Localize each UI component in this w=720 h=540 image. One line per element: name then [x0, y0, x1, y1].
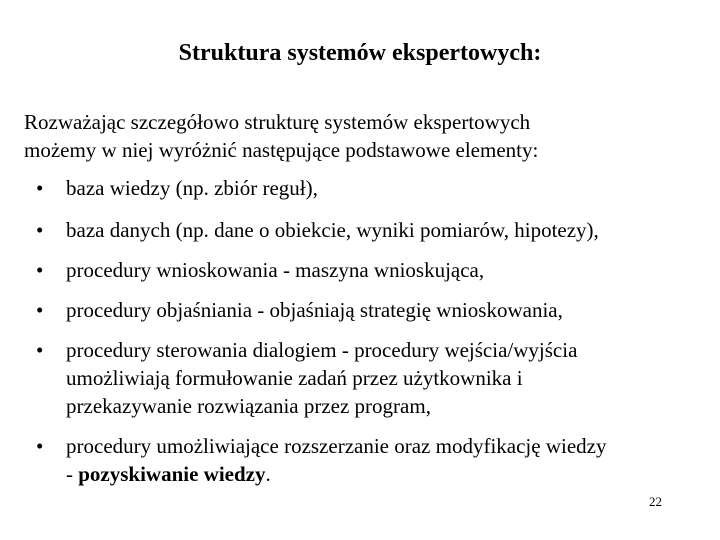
list-item: [36, 174, 706, 202]
list-item-text: procedury wnioskowania - maszyna wnioskująca,: [66, 258, 485, 282]
list-item: [36, 216, 706, 244]
list-item-text: [66, 336, 706, 420]
list-item-text: [66, 432, 706, 488]
list-item: [36, 432, 706, 488]
list-item-line: przekazywanie rozwiązania przez program,: [66, 394, 431, 418]
bullet-icon: •: [36, 218, 44, 242]
list-item: [36, 256, 706, 284]
list-item-line: umożliwiają formułowanie zadań przez użytkownika i: [66, 366, 523, 390]
suffix-text: .: [265, 462, 271, 486]
bullet-icon: •: [36, 434, 44, 458]
list-item-text: baza danych (np. dane o obiekcie, wyniki pomiarów, hipotezy),: [66, 218, 599, 242]
page-number: 22: [649, 494, 662, 509]
intro-paragraph: [24, 108, 704, 164]
bullet-icon: •: [36, 298, 44, 322]
list-item: [36, 336, 706, 420]
list-item: [36, 296, 706, 324]
intro-line: Rozważając szczegółowo strukturę systemów ekspertowych: [24, 110, 531, 134]
prefix-text: -: [66, 462, 79, 486]
list-item-text: baza wiedzy (np. zbiór reguł),: [66, 176, 318, 200]
list-item-line: procedury sterowania dialogiem - procedury wejścia/wyjścia: [66, 338, 578, 362]
bold-term: pozyskiwanie wiedzy: [78, 462, 266, 486]
bullet-icon: •: [36, 258, 44, 282]
bullet-icon: •: [36, 338, 44, 362]
intro-line: możemy w niej wyróżnić następujące podstawowe elementy:: [24, 138, 539, 162]
list-item-line: procedury umożliwiające rozszerzanie oraz modyfikację wiedzy: [66, 434, 607, 458]
bullet-icon: •: [36, 176, 44, 200]
list-item-line: [66, 460, 706, 488]
list-item-text: procedury objaśniania - objaśniają strategię wnioskowania,: [66, 298, 563, 322]
slide-title: Struktura systemów ekspertowych:: [178, 40, 542, 66]
